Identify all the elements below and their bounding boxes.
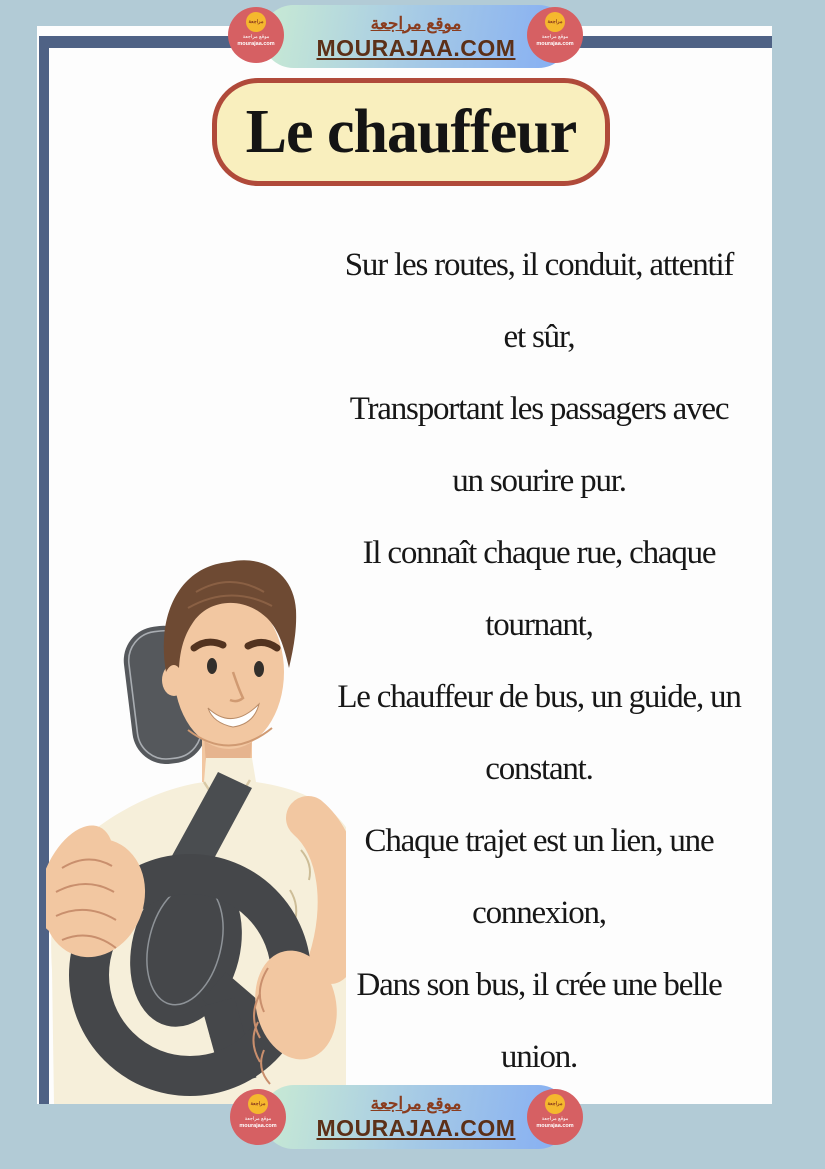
header-site-name-arabic[interactable]: موقع مراجعة — [370, 13, 462, 33]
poem-line: tournant, — [485, 607, 593, 643]
badge-logo-icon: مراجعة — [248, 1094, 268, 1114]
poem-line: Chaque trajet est un lien, une — [364, 823, 714, 859]
poem-line: et sûr, — [503, 319, 575, 355]
badge-domain-label: mourajaa.com — [237, 41, 275, 47]
poem-line: Il connaît chaque rue, chaque — [362, 535, 716, 571]
header-brand-banner[interactable] — [262, 5, 570, 68]
badge-domain-label: mourajaa.com — [239, 1123, 277, 1129]
badge-logo-icon: مراجعة — [545, 12, 565, 32]
badge-arabic-label: موقع مراجعة — [242, 34, 270, 40]
site-logo-badge[interactable] — [527, 1089, 583, 1145]
poem-line: connexion, — [472, 895, 606, 931]
footer-brand-banner[interactable] — [262, 1085, 570, 1149]
badge-arabic-label: موقع مراجعة — [541, 34, 569, 40]
poem-line: Le chauffeur de bus, un guide, un — [337, 679, 741, 715]
title-plate — [212, 78, 610, 186]
poem-line: Transportant les passagers avec — [349, 391, 729, 427]
badge-logo-icon: مراجعة — [246, 12, 266, 32]
poem-line: union. — [500, 1039, 578, 1075]
poem-line: un sourire pur. — [452, 463, 626, 499]
footer-site-name-arabic[interactable]: موقع مراجعة — [370, 1094, 462, 1113]
site-logo-badge[interactable] — [527, 7, 583, 63]
badge-domain-label: mourajaa.com — [536, 1123, 574, 1129]
badge-domain-label: mourajaa.com — [536, 41, 574, 47]
site-logo-badge[interactable] — [228, 7, 284, 63]
badge-arabic-label: موقع مراجعة — [244, 1116, 272, 1122]
header-site-domain-link[interactable]: MOURAJAA.COM — [316, 34, 516, 61]
site-logo-badge[interactable] — [230, 1089, 286, 1145]
poem-line: constant. — [485, 751, 593, 787]
page-title: Le chauffeur — [245, 97, 577, 166]
poem-text — [298, 229, 780, 1093]
poem-line: Dans son bus, il crée une belle — [356, 967, 722, 1003]
badge-logo-icon: مراجعة — [545, 1094, 565, 1114]
poem-line: Sur les routes, il conduit, attentif — [344, 247, 734, 283]
footer-site-domain-link[interactable]: MOURAJAA.COM — [316, 1115, 516, 1141]
worksheet-page — [37, 26, 772, 1104]
badge-arabic-label: موقع مراجعة — [541, 1116, 569, 1122]
